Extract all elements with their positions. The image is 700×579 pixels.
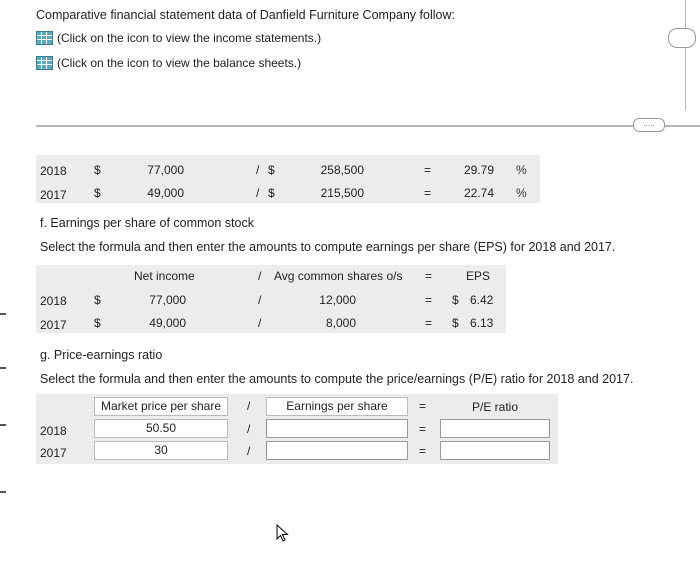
equals-sign: = xyxy=(425,269,433,283)
market-price-input[interactable]: 50.50 xyxy=(94,419,228,438)
year-label: 2017 xyxy=(40,446,67,460)
net-income-value[interactable]: 49,000 xyxy=(149,316,186,330)
currency-symbol: $ xyxy=(268,163,275,177)
divide-sign: / xyxy=(256,163,260,177)
denominator-value: 258,500 xyxy=(320,163,364,177)
section-f-heading: f. Earnings per share of common stock xyxy=(40,216,254,230)
divide-sign: / xyxy=(258,316,262,330)
earnings-per-share-input[interactable] xyxy=(266,419,408,438)
year-label: 2017 xyxy=(40,318,67,332)
avg-shares-value[interactable]: 8,000 xyxy=(325,316,356,330)
divide-sign: / xyxy=(256,186,260,200)
divider xyxy=(36,125,700,127)
avg-shares-value[interactable]: 12,000 xyxy=(319,293,356,307)
divide-sign: / xyxy=(247,399,251,413)
denominator-value: 215,500 xyxy=(320,186,364,200)
currency-symbol: $ xyxy=(452,316,459,330)
currency-symbol: $ xyxy=(94,163,101,177)
edge-mark xyxy=(0,367,6,369)
market-price-formula-select[interactable]: Market price per share xyxy=(94,397,228,416)
net-income-value[interactable]: 77,000 xyxy=(149,293,186,307)
currency-symbol: $ xyxy=(94,186,101,200)
column-header-pe-ratio: P/E ratio xyxy=(472,400,519,414)
income-statements-link-text[interactable]: (Click on the icon to view the income statements.) xyxy=(57,31,322,45)
currency-symbol: $ xyxy=(94,293,101,307)
year-label: 2018 xyxy=(40,424,67,438)
currency-symbol: $ xyxy=(452,293,459,307)
balance-sheets-link[interactable] xyxy=(36,56,301,70)
percent-unit: % xyxy=(516,163,527,177)
earnings-per-share-input[interactable] xyxy=(266,441,408,460)
numerator-value: 77,000 xyxy=(147,163,184,177)
year-label: 2018 xyxy=(40,164,67,178)
edge-mark xyxy=(0,491,6,493)
eps-table xyxy=(36,265,506,333)
year-label: 2018 xyxy=(40,294,67,308)
percent-unit: % xyxy=(516,186,527,200)
eps-value[interactable]: 6.13 xyxy=(470,316,494,330)
divide-sign: / xyxy=(258,293,262,307)
equals-sign: = xyxy=(419,444,427,458)
equals-sign: = xyxy=(419,399,427,413)
divide-sign: / xyxy=(247,444,251,458)
column-header-avg-shares: Avg common shares o/s xyxy=(274,269,403,283)
equals-sign: = xyxy=(425,293,433,307)
currency-symbol: $ xyxy=(268,186,275,200)
column-header-eps: EPS xyxy=(466,269,491,283)
section-g-instruction: Select the formula and then enter the amounts to compute the price/earnings (P/E) ratio for 2018 and 2017. xyxy=(40,372,634,386)
scrollbar-track xyxy=(685,0,686,110)
market-price-input[interactable]: 30 xyxy=(94,441,228,460)
pe-ratio-input[interactable] xyxy=(440,419,550,438)
equals-sign: = xyxy=(424,186,432,200)
earnings-per-share-formula-select[interactable]: Earnings per share xyxy=(266,397,408,416)
pe-ratio-input[interactable] xyxy=(440,441,550,460)
result-value: 22.74 xyxy=(463,186,494,200)
mouse-cursor-icon xyxy=(276,524,290,542)
intro-text: Comparative financial statement data of Danfield Furniture Company follow: xyxy=(36,8,455,22)
table-icon[interactable] xyxy=(36,31,53,45)
currency-symbol: $ xyxy=(94,316,101,330)
divide-sign: / xyxy=(247,422,251,436)
more-options-button[interactable] xyxy=(668,28,696,48)
equals-sign: = xyxy=(425,316,433,330)
equals-sign: = xyxy=(424,163,432,177)
equals-sign: = xyxy=(419,422,427,436)
column-header-net-income: Net income xyxy=(134,269,195,283)
edge-mark xyxy=(0,313,6,315)
eps-value[interactable]: 6.42 xyxy=(470,293,494,307)
income-statements-link[interactable] xyxy=(36,31,321,45)
section-g-heading: g. Price-earnings ratio xyxy=(40,348,163,362)
numerator-value: 49,000 xyxy=(147,186,184,200)
section-f-instruction: Select the formula and then enter the amounts to compute earnings per share (EPS) for 2018 and 2017. xyxy=(40,240,616,254)
result-value: 29.79 xyxy=(463,163,494,177)
year-label: 2017 xyxy=(40,188,67,202)
balance-sheets-link-text[interactable]: (Click on the icon to view the balance sheets.) xyxy=(57,56,302,70)
table-icon[interactable] xyxy=(36,56,53,70)
divide-sign: / xyxy=(258,269,262,283)
edge-mark xyxy=(0,424,6,426)
expand-handle[interactable]: ..... xyxy=(633,118,665,132)
